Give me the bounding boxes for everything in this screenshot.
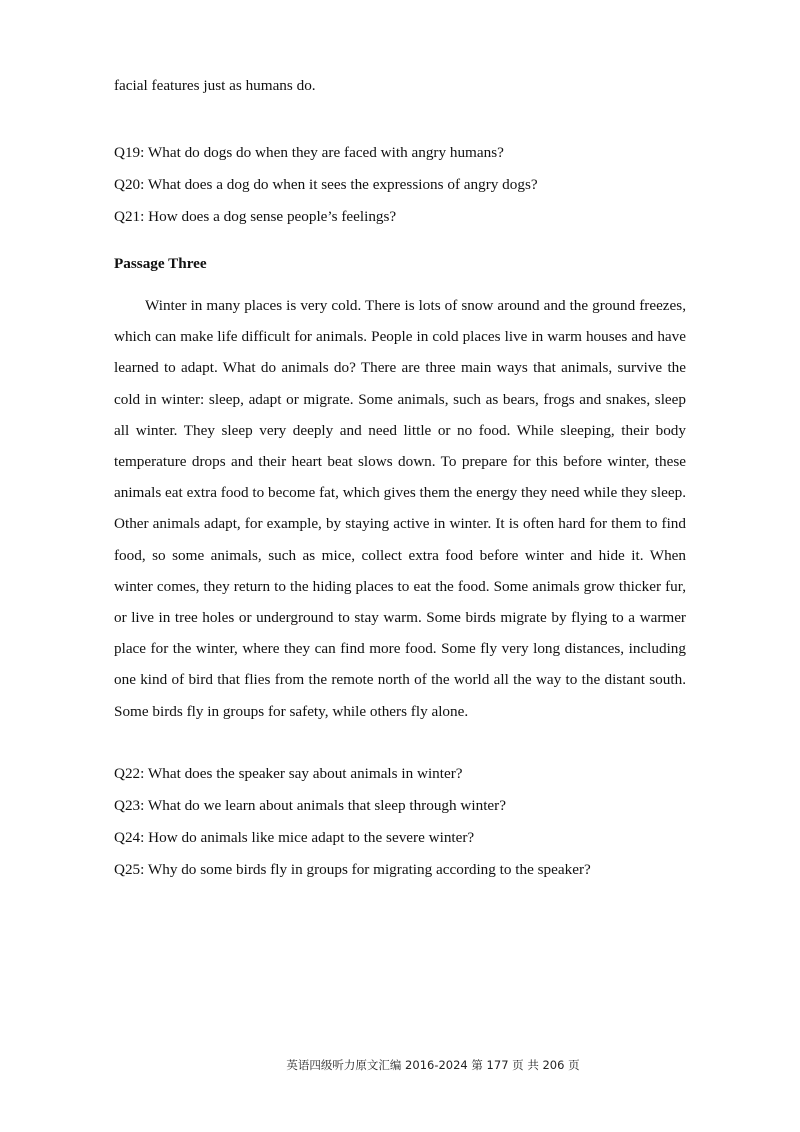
- page-footer: 英语四级听力原文汇编 2016-2024 第 177 页 共 206 页: [286, 1058, 580, 1072]
- question-25: Q25: Why do some birds fly in groups for migrating according to the speaker?: [114, 861, 591, 878]
- continuation-text: facial features just as humans do.: [114, 77, 316, 94]
- question-20: Q20: What does a dog do when it sees the expressions of angry dogs?: [114, 176, 538, 193]
- question-19: Q19: What do dogs do when they are faced with angry humans?: [114, 144, 504, 161]
- question-24: Q24: How do animals like mice adapt to the severe winter?: [114, 829, 475, 846]
- question-21: Q21: How does a dog sense people’s feelings?: [114, 208, 397, 225]
- passage-three-body: Winter in many places is very cold. There is lots of snow around and the ground freezes, which can make life difficult for animals. People in cold places live in warm houses and have learned to adapt. What do animals do? There are three main ways that animals, survive the cold in winter: sleep, adapt or migrate. Some animals, such as bears, frogs and snakes, sleep all winter. They sleep very deeply and need little or no food. While sleeping, their body temperature drops and their heart beat slows down. To prepare for this before winter, these animals eat extra food to become fat, which gives them the energy they need while they sleep. Other animals adapt, for example, by staying active in winter. It is often hard for them to find food, so some animals, such as mice, collect extra food before winter and hide it. When winter comes, they return to the hiding places to eat the food. Some animals grow thicker fur, or live in tree holes or underground to stay warm. Some birds migrate by flying to a warmer place for the winter, where they can find more food. Some fly very long distances, including one kind of bird that flies from the remote north of the world all the way to the distant south. Some birds fly in groups for safety, while others fly alone.: [114, 297, 686, 720]
- passage-three-heading: Passage Three: [114, 255, 207, 272]
- question-22: Q22: What does the speaker say about animals in winter?: [114, 765, 463, 782]
- question-23: Q23: What do we learn about animals that sleep through winter?: [114, 797, 506, 814]
